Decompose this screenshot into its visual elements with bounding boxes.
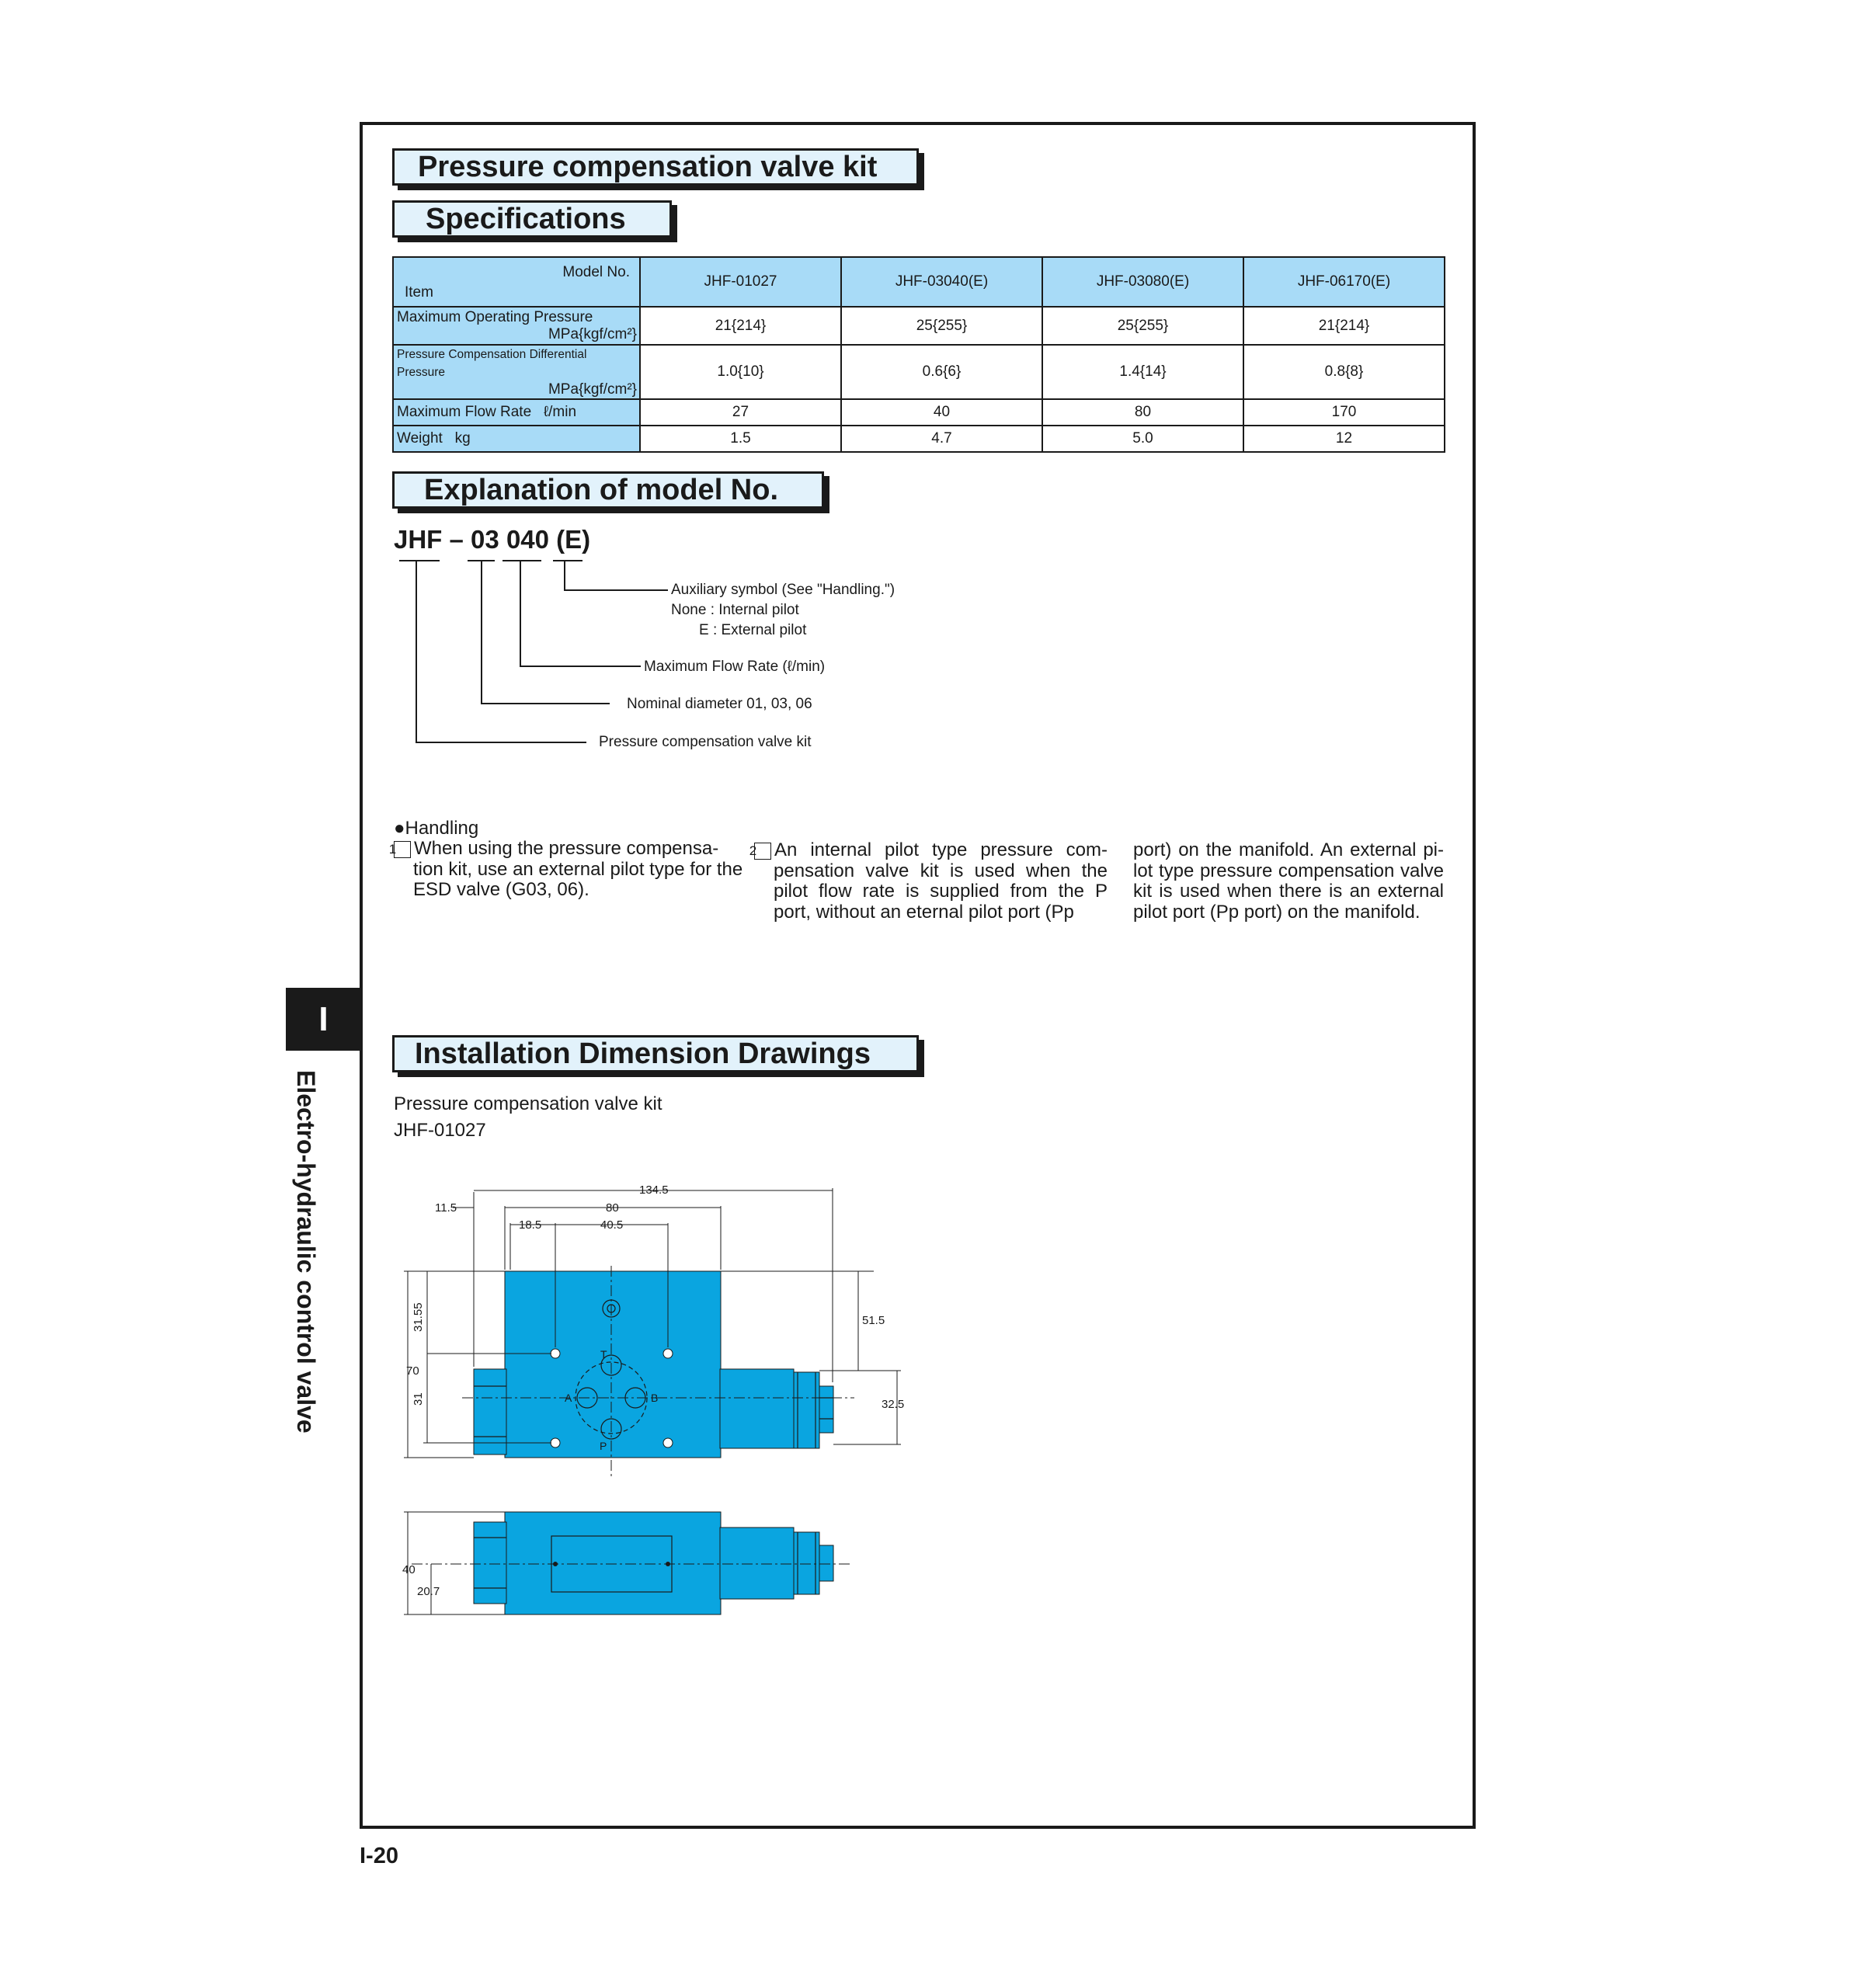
aux-none: None : Internal pilot [671,602,799,618]
table-row [393,426,1445,452]
table-cell: 80 [1042,399,1243,426]
dim-31: 31 [412,1392,425,1406]
model-code-aux: (E) [556,525,591,554]
model-explanation-lines [388,544,932,753]
row-label-text: Pressure Compensation Differential Pressure [397,348,587,379]
valve-side-view [474,1512,833,1614]
section-title-kit: Pressure compensation valve kit [392,148,919,186]
table-cell: 1.5 [640,426,841,452]
row-label: Maximum Flow Rate ℓ/min [393,399,640,426]
handling-text-2a: An internal pilot type pressure com-pensation valve kit is used when the pilot flow rate is supplied from the P port, without an eternal pilot port (Pp [774,839,1108,923]
row-label [393,345,640,399]
table-cell: 4.7 [841,426,1042,452]
model-code-dash: – [449,525,464,554]
aux-symbol-note [671,580,895,641]
dim-18-5: 18.5 [519,1218,542,1232]
aux-title: Auxiliary symbol (See "Handling.") [671,582,895,598]
handling-number-1: 1 [394,841,411,858]
dim-70: 70 [406,1364,419,1378]
corner-item-label: Item [405,284,433,301]
model-code-flow: 040 [506,525,549,554]
drawing-caption [394,1091,662,1144]
model-code-prefix: JHF [394,525,443,554]
diameter-note: Nominal diameter 01, 03, 06 [627,696,812,712]
table-cell: 1.4{14} [1042,345,1243,399]
table-cell: 12 [1243,426,1445,452]
drawing-caption-title: Pressure compensation valve kit [394,1093,662,1114]
section-title-installation: Installation Dimension Drawings [392,1035,919,1072]
aux-e: E : External pilot [699,622,807,638]
port-a-label: A [565,1392,572,1404]
dim-80: 80 [606,1201,619,1215]
table-cell: 21{214} [640,307,841,345]
model-header: JHF-03040(E) [841,257,1042,307]
table-cell: 21{214} [1243,307,1445,345]
port-p-label: P [600,1440,607,1452]
table-cell: 1.0{10} [640,345,841,399]
row-label [393,307,640,345]
table-cell: 0.6{6} [841,345,1042,399]
chapter-label: Electro-hydraulic control valve [292,1070,320,1434]
table-row [393,307,1445,345]
handling-number-2: 2 [754,843,771,860]
section-title-specifications: Specifications [392,200,672,238]
spec-table [392,256,1445,453]
port-t-label: T [600,1348,607,1361]
section-title-model-no: Explanation of model No. [392,471,824,509]
dim-40-5: 40.5 [600,1218,624,1232]
model-header: JHF-01027 [640,257,841,307]
handling-item-1 [388,838,747,901]
dim-32-5: 32.5 [882,1398,905,1411]
flow-rate-note: Maximum Flow Rate (ℓ/min) [644,659,826,675]
model-header: JHF-03080(E) [1042,257,1243,307]
dim-11-5: 11.5 [435,1201,457,1215]
table-cell: 25{255} [1042,307,1243,345]
spec-table-corner [393,257,640,307]
port-b-label: B [651,1392,659,1404]
drawing-caption-model: JHF-01027 [394,1120,486,1141]
dimension-drawing [392,1176,920,1627]
dim-40-side: 40 [402,1563,416,1576]
handling-item-2 [749,839,1108,923]
page-number: I-20 [360,1844,398,1868]
table-cell: 27 [640,399,841,426]
chapter-tab: I [286,988,361,1051]
corner-model-label: Model No. [562,264,630,280]
row-unit: MPa{kgf/cm²} [548,381,637,398]
row-label-text: Maximum Operating Pressure [397,308,593,325]
dim-51-5: 51.5 [862,1314,885,1327]
handling-text-1: When using the pressure compensa-tion kit, use an external pilot type for the ESD valve (G03, 06). [413,838,743,900]
table-row [393,399,1445,426]
table-cell: 170 [1243,399,1445,426]
handling-item-2-continued: port) on the manifold. An external pi-lot type pressure compensation valve kit is used when there is an external pilot port (Pp port) on the manifold. [1133,839,1444,923]
dim-134-5: 134.5 [639,1183,669,1197]
table-cell: 0.8{8} [1243,345,1445,399]
valve-top-view [474,1271,833,1458]
table-cell: 25{255} [841,307,1042,345]
table-row [393,345,1445,399]
handling-title: ●Handling [394,818,479,839]
row-label: Weight kg [393,426,640,452]
table-cell: 5.0 [1042,426,1243,452]
row-unit: MPa{kgf/cm²} [548,325,637,342]
model-code-diameter: 03 [471,525,499,554]
dim-31-55: 31.55 [412,1302,425,1332]
dim-20-7: 20.7 [417,1585,440,1598]
kit-note: Pressure compensation valve kit [599,734,812,750]
model-header: JHF-06170(E) [1243,257,1445,307]
table-cell: 40 [841,399,1042,426]
